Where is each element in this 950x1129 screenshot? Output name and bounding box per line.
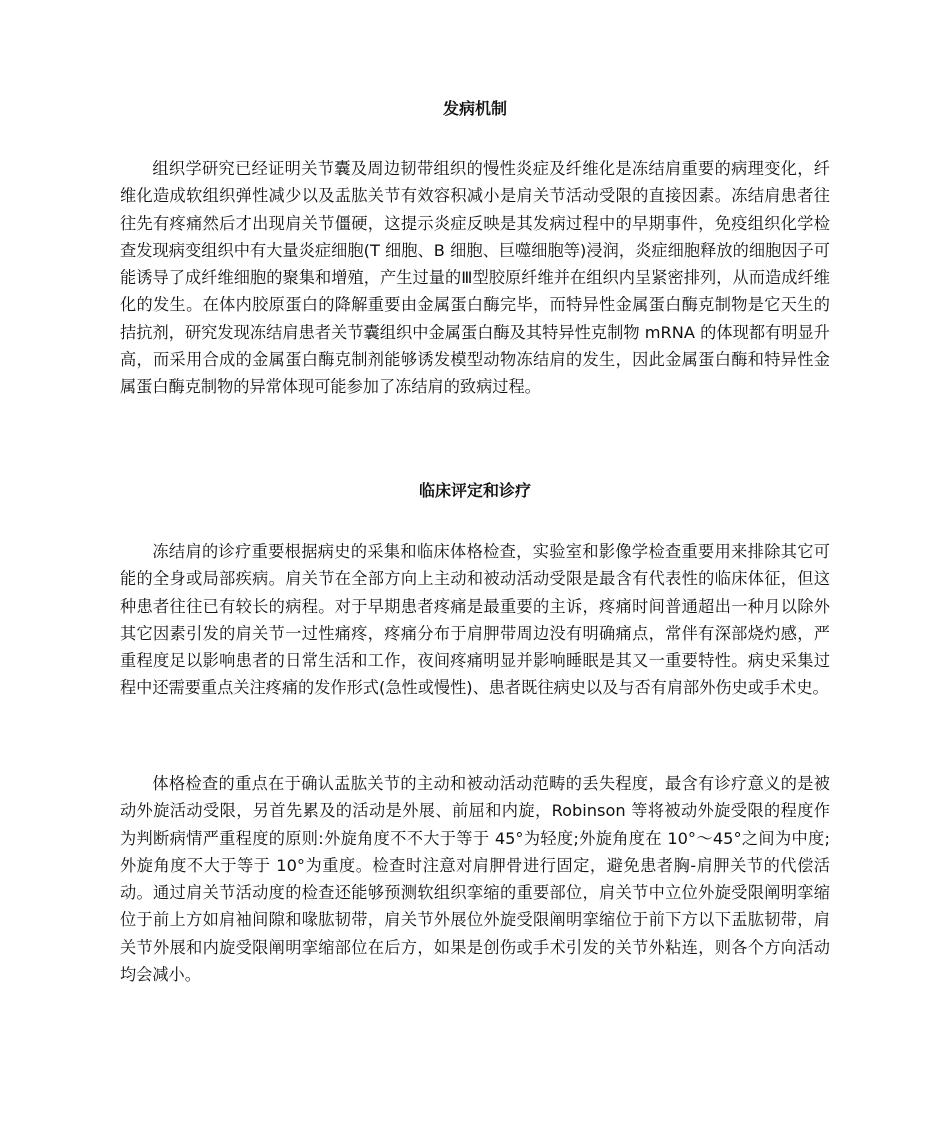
section-heading-pathogenesis: 发病机制 [442, 99, 507, 118]
paragraph-physical-exam: 体格检查的重点在于确认盂肱关节的主动和被动活动范畴的丢失程度，最含有诊疗意义的是被动外旋活动受限，另首先累及的活动是外展、前屈和内旋，Robinson 等将被动外旋受限的程度作为判断病情严重程度的原则:外旋角度不不大于等于 45°为轻度;外旋角度在 10°～45°之间为中度;外旋角度不大于等于 10°为重度。检查时注意对肩胛骨进行固定，避免患者胸-肩胛关节的代偿活动。通过肩关节活动度的检查还能够预测软组织挛缩的重要部位，肩关节中立位外旋受限阐明挛缩位于前上方如肩袖间隙和喙肱韧带，肩关节外展位外旋受限阐明挛缩位于前下方以下盂肱韧带，肩关节外展和内旋受限阐明挛缩部位在后方，如果是创伤或手术引发的关节外粘连，则各个方向活动均会减小。 [120, 774, 830, 985]
paragraph-pathogenesis: 组织学研究已经证明关节囊及周边韧带组织的慢性炎症及纤维化是冻结肩重要的病理变化，纤维化造成软组织弹性减少以及盂肱关节有效容积减小是肩关节活动受限的直接因素。冻结肩患者往往先有疼痛然后才出现肩关节僵硬，这提示炎症反映是其发病过程中的早期事件，免疫组织化学检查发现病变组织中有大量炎症细胞(T 细胞、B 细胞、巨噬细胞等)浸润，炎症细胞释放的细胞因子可能诱导了成纤维细胞的聚集和增殖，产生过量的Ⅲ型胶原纤维并在组织内呈紧密排列，从而造成纤维化的发生。在体内胶原蛋白的降解重要由金属蛋白酶完毕，而特异性金属蛋白酶克制物是它天生的拮抗剂，研究发现冻结肩患者关节囊组织中金属蛋白酶及其特异性克制物 mRNA 的体现都有明显升高，而采用合成的金属蛋白酶克制剂能够诱发模型动物冻结肩的发生，因此金属蛋白酶和特异性金属蛋白酶克制物的异常体现可能参加了冻结肩的致病过程。 [120, 159, 830, 397]
section-heading-clinical-diagnosis: 临床评定和诊疗 [418, 481, 531, 500]
paragraph-diagnosis: 冻结肩的诊疗重要根据病史的采集和临床体格检查，实验室和影像学检查重要用来排除其它可能的全身或局部疾病。肩关节在全部方向上主动和被动活动受限是最含有代表性的临床体征，但这种患者往往已有较长的病程。对于早期患者疼痛是最重要的主诉，疼痛时间普通超出一种月以除外其它因素引发的肩关节一过性痛疼，疼痛分布于肩胛带周边没有明确痛点，常伴有深部烧灼感，严重程度足以影响患者的日常生活和工作，夜间疼痛明显并影响睡眠是其又一重要特性。病史采集过程中还需要重点关注疼痛的发作形式(急性或慢性)、患者既往病史以及与否有肩部外伤史或手术史。 [120, 542, 830, 698]
